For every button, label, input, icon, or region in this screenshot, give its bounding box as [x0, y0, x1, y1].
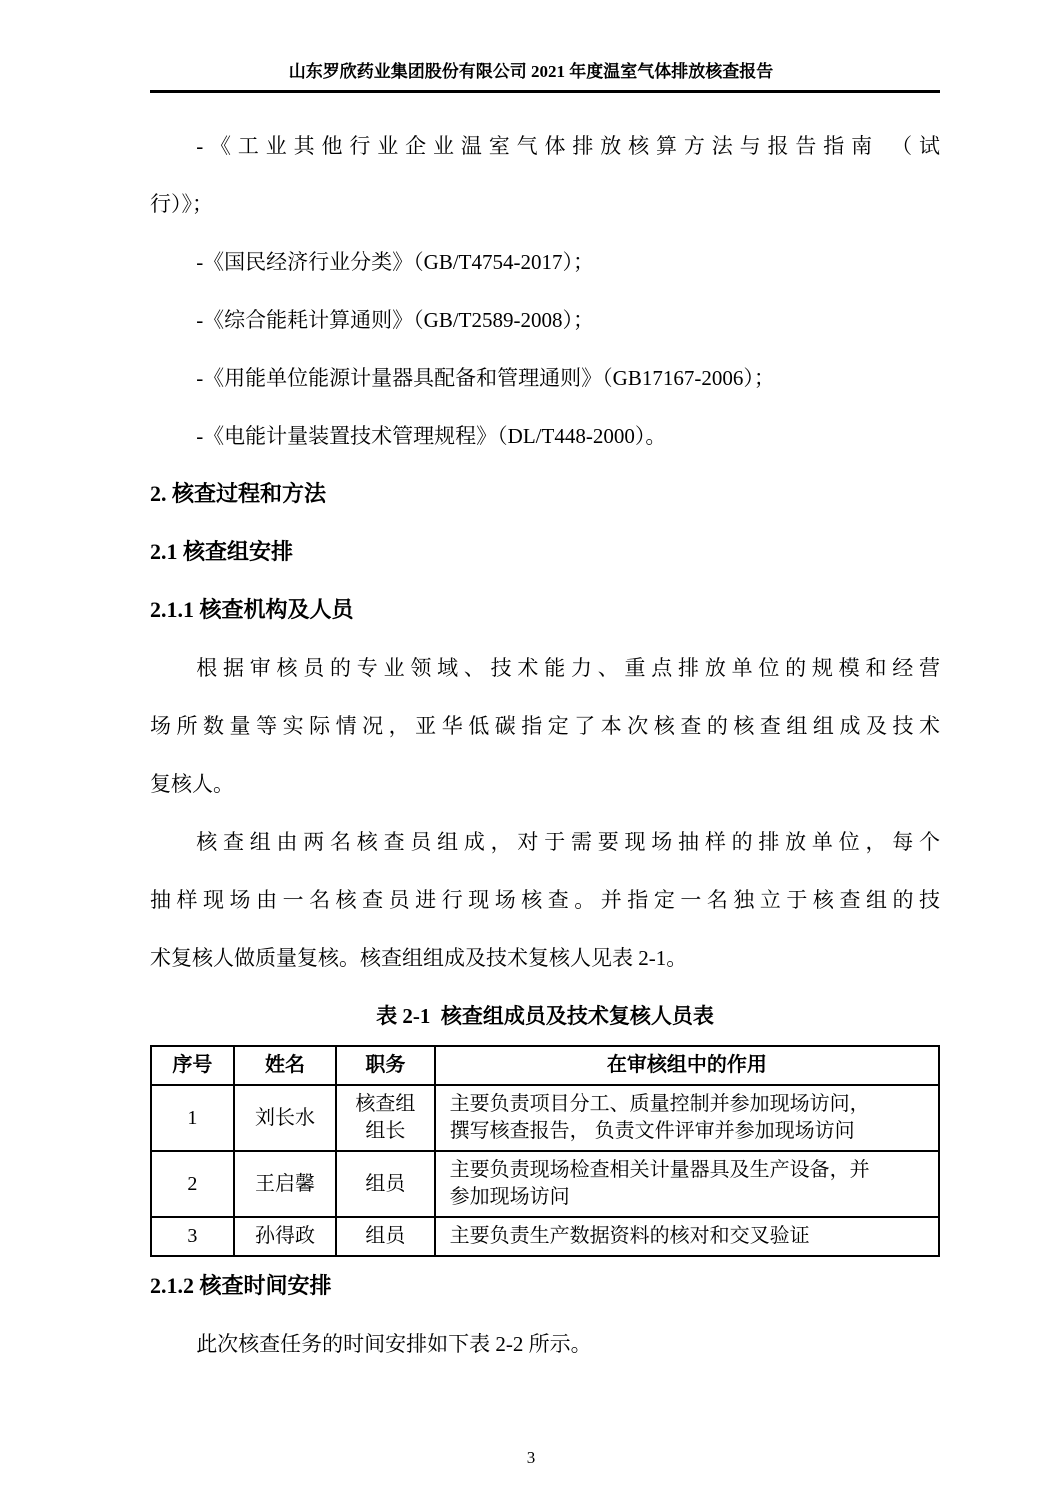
table-cell [336, 1085, 435, 1151]
table-caption: 表 2-1 核查组成员及技术复核人员表 [376, 1004, 714, 1028]
table-header-cell: 在审核组中的作用 [435, 1046, 939, 1085]
page-number: 3 [526, 1448, 536, 1467]
text-line: 根据审核员的专业领域、技术能力、重点排放单位的规模和经营 [196, 656, 940, 680]
table-cell-line: 主要负责生产数据资料的核对和交叉验证 [449, 1225, 810, 1247]
header-rule [150, 90, 940, 93]
text-line: -《工业其他行业企业温室气体排放核算方法与报告指南 （试 [196, 134, 940, 158]
text-line: 术复核人做质量复核。核查组组成及技术复核人见表 2-1。 [150, 946, 688, 970]
text-line: -《国民经济行业分类》（GB/T4754-2017）； [196, 250, 595, 274]
text-line: -《用能单位能源计量器具配备和管理通则》（GB17167-2006）； [196, 366, 775, 390]
table-cell: 3 [151, 1217, 234, 1256]
paragraph [150, 1315, 940, 1373]
table-cell-line: 主要负责项目分工、质量控制并参加现场访问， [449, 1093, 870, 1115]
paragraph [150, 639, 940, 813]
table-row [151, 1085, 939, 1151]
table-row [151, 1151, 939, 1217]
table-head [151, 1046, 939, 1085]
table-cell-line: 撰写核查报告， 负责文件评审并参加现场访问 [449, 1120, 855, 1142]
table-header-row [151, 1046, 939, 1085]
table-cell: 组员 [336, 1217, 435, 1256]
table-cell-line: 核查组 [355, 1093, 416, 1115]
text-line: 抽样现场由一名核查员进行现场核查。并指定一名独立于核查组的技 [150, 888, 940, 912]
list-item [150, 407, 940, 465]
table-body [151, 1085, 939, 1256]
table-row [151, 1217, 939, 1256]
list-item [150, 233, 940, 291]
table-header-cell: 职务 [336, 1046, 435, 1085]
table-cell-line: 组长 [365, 1120, 406, 1142]
table-cell: 2 [151, 1151, 234, 1217]
text-line: 核查组由两名核查员组成，对于需要现场抽样的排放单位，每个 [196, 830, 940, 854]
paragraph [150, 813, 940, 987]
table-header-cell: 姓名 [234, 1046, 336, 1085]
table-cell [435, 1217, 939, 1256]
table-cell [435, 1151, 939, 1217]
table-cell: 孙得政 [234, 1217, 336, 1256]
table-cell: 刘长水 [234, 1085, 336, 1151]
section-heading: 2. 核查过程和方法 [150, 481, 327, 506]
members-table [150, 1045, 940, 1257]
text-line: 行）》； [150, 192, 213, 216]
text-line: -《综合能耗计算通则》（GB/T2589-2008）； [196, 308, 595, 332]
table-cell: 组员 [336, 1151, 435, 1217]
subsubsection-heading: 2.1.2 核查时间安排 [150, 1273, 332, 1298]
table-cell [435, 1085, 939, 1151]
document-body [150, 117, 940, 1373]
table-cell-line: 参加现场访问 [449, 1186, 570, 1208]
page-header-title: 山东罗欣药业集团股份有限公司 2021 年度温室气体排放核查报告 [288, 62, 774, 81]
subsubsection-heading: 2.1.1 核查机构及人员 [150, 597, 354, 622]
subsection-heading: 2.1 核查组安排 [150, 539, 294, 564]
table-cell-line: 主要负责现场检查相关计量器具及生产设备，并 [449, 1159, 870, 1181]
text-line: -《电能计量装置技术管理规程》（DL/T448-2000）。 [196, 424, 667, 448]
table-cell: 1 [151, 1085, 234, 1151]
list-item [150, 349, 940, 407]
text-line: 此次核查任务的时间安排如下表 2-2 所示。 [196, 1332, 592, 1356]
list-item [150, 117, 940, 233]
table-cell: 王启馨 [234, 1151, 336, 1217]
table-header-cell: 序号 [151, 1046, 234, 1085]
list-item [150, 291, 940, 349]
text-line: 复核人。 [150, 772, 234, 796]
text-line: 场所数量等实际情况，亚华低碳指定了本次核查的核查组组成及技术 [150, 714, 940, 738]
